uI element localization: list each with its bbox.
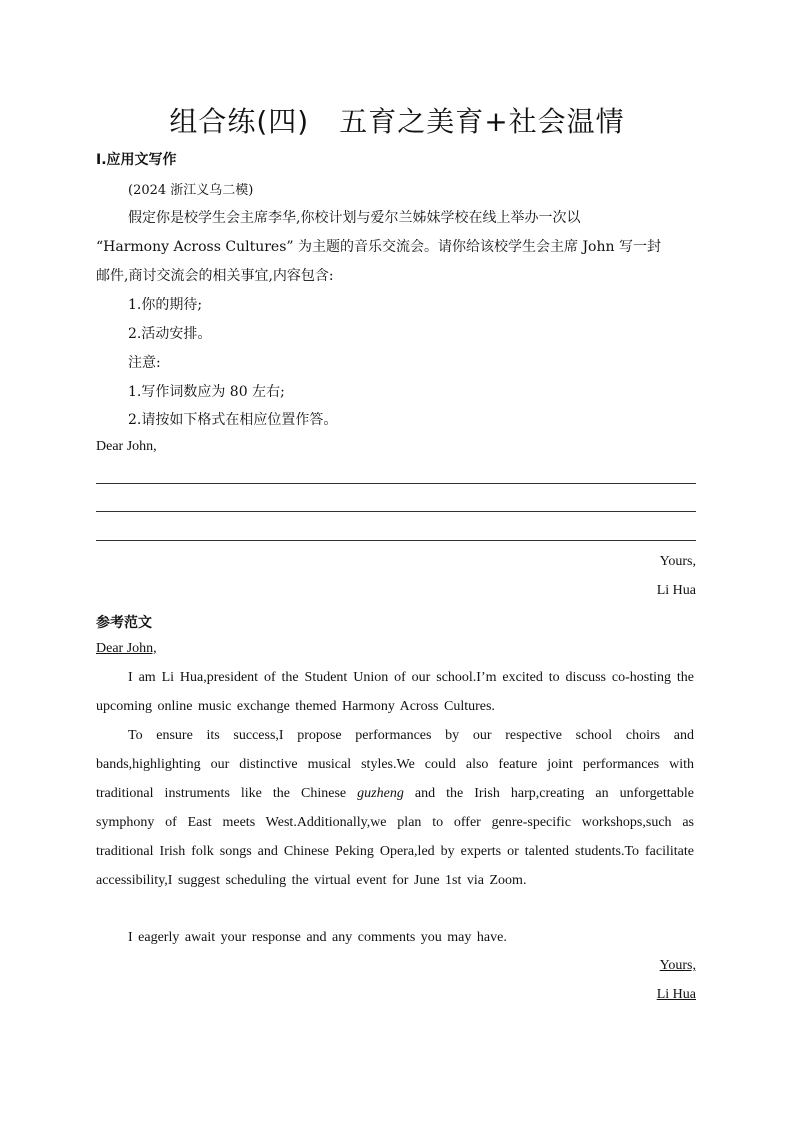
prompt-line-1: 假定你是校学生会主席李华,你校计划与爱尔兰姊妹学校在线上举办一次以	[128, 210, 581, 226]
model-signature: Li Hua	[656, 987, 696, 1002]
title-part-2: 五育之美育+社会温情	[339, 105, 625, 138]
model-paragraph-1: I am Li Hua,president of the Student Union of our school.I’m excited to discuss co-hosting the upcoming online music exchange themed Harmony Across Cultures.	[96, 670, 694, 714]
answer-line-3	[96, 540, 696, 541]
source-note: (2024 浙江义乌二模)	[128, 183, 254, 198]
model-closing: Yours,	[659, 958, 696, 973]
note-item-1: 1.写作词数应为 80 左右;	[128, 384, 285, 400]
section-heading: Ⅰ.应用文写作	[96, 152, 177, 168]
model-salutation: Dear John,	[96, 641, 157, 656]
note-label: 注意:	[128, 355, 161, 371]
title-part-1: 组合练(四)	[169, 105, 310, 138]
prompt-line-3: 邮件,商讨交流会的相关事宜,内容包含:	[96, 268, 334, 284]
prompt-line-2: “Harmony Across Cultures” 为主题的音乐交流会。请你给该校学生会主席 John 写一封	[96, 239, 661, 255]
template-closing: Yours,	[659, 554, 696, 569]
guzheng-term: guzheng	[357, 786, 404, 801]
template-signature: Li Hua	[656, 583, 696, 598]
model-paragraph-2	[96, 721, 694, 895]
model-paragraph-2-part-2: and the Irish harp,creating an unforgettable symphony of East meets West.Additionally,we plan to offer genre-specific workshops,such as traditional Irish folk songs and Chinese Peking Opera,led by experts or talented students.To facilitate accessibility,I suggest scheduling the virtual event for June 1st via Zoom.	[96, 786, 694, 888]
model-paragraph-3: I eagerly await your response and any comments you may have.	[128, 930, 507, 945]
template-salutation: Dear John,	[96, 439, 157, 454]
answer-line-1	[96, 483, 696, 484]
model-paragraph-2-part-1: To ensure its success,I propose performances by our respective school choirs and bands,highlighting our distinctive musical styles.We could also feature joint performances with traditional instruments like the Chinese	[96, 728, 694, 801]
page-title	[0, 100, 794, 140]
prompt-item-2: 2.活动安排。	[128, 326, 212, 342]
prompt-item-1: 1.你的期待;	[128, 297, 203, 313]
model-heading: 参考范文	[96, 615, 152, 631]
note-item-2: 2.请按如下格式在相应位置作答。	[128, 412, 338, 428]
answer-line-2	[96, 511, 696, 512]
